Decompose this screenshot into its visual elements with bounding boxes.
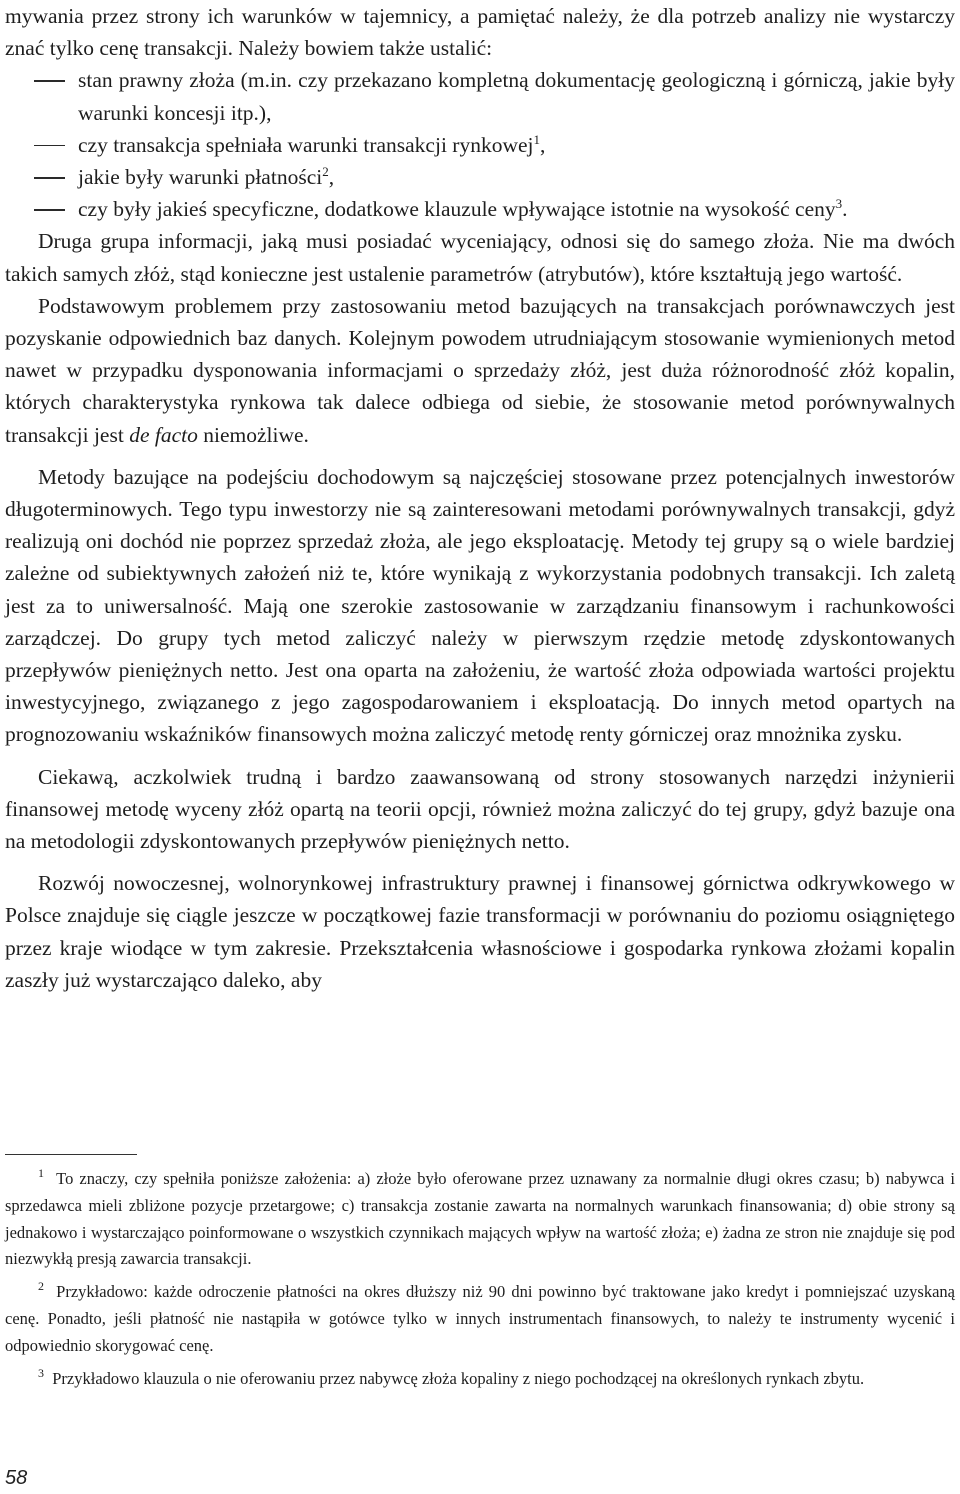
list-item bbox=[5, 64, 955, 128]
list-item bbox=[5, 193, 955, 225]
footnote bbox=[5, 1166, 955, 1273]
page-body bbox=[5, 0, 955, 996]
paragraph-option-theory: Ciekawą, aczkolwiek trudną i bardzo zaawansowaną od strony stosowanych narzędzi inżynierii finansowej metodę wyceny złóż opartą na teorii opcji, również można zaliczyć do tej grupy, gdyż bazuje ona na metodologii zdyskontowanych przepływów pieniężnych netto. bbox=[5, 764, 955, 854]
list-item-text: czy transakcja spełniała warunki transakcji rynkowej bbox=[78, 132, 534, 157]
footnote-text: To znaczy, czy spełniła poniższe założenia: a) złoże było oferowane przez uznawany za normalnie długi okres czasu; b) nabywca i sprzedawca mieli zbliżone pozycje przetargowe; c) transakcja zostanie zawarta na normalnych warunkach finansowania; d) obie strony są jednakowo i wystarczająco poinformowane o wszystkich czynnikach mających wpływ na wartość złoża; e) żadna ze stron nie znajduje się pod niezwykłą presją zawarcia transakcji. bbox=[5, 1169, 955, 1269]
footnote bbox=[5, 1366, 955, 1393]
footnote-ref[interactable]: 1 bbox=[533, 131, 540, 147]
dash-marker bbox=[34, 209, 65, 211]
dash-marker bbox=[34, 145, 65, 147]
list-item-punct: , bbox=[540, 132, 546, 157]
footnote-divider bbox=[5, 1154, 137, 1155]
list-item-text: czy były jakieś specyficzne, dodatkowe klauzule wpływające istotnie na wysokość ceny bbox=[78, 197, 836, 222]
list-item-punct: . bbox=[842, 197, 848, 222]
footnote-text: Przykładowo klauzula o nie oferowaniu przez nabywcę złoża kopaliny z niego pochodzącej na określonych rynkach zbytu. bbox=[52, 1368, 865, 1388]
dash-marker bbox=[34, 80, 65, 82]
footnote-ref[interactable]: 3 bbox=[835, 196, 843, 212]
footnote-number: 1 bbox=[38, 1166, 44, 1180]
footnote-text: Przykładowo: każde odroczenie płatności na okres dłuższy niż 90 dni powinno być traktowane jako kredyt i pomniejszać uzyskaną cenę. Ponadto, jeśli płatność nie nastąpiła w gotówce tylko w innych instrumentach finansowych, to należy te instrumenty wycenić i odpowiednio skorygować cenę. bbox=[5, 1282, 955, 1355]
intro-paragraph: mywania przez strony ich warunków w tajemnicy, a pamiętać należy, że dla potrzeb analizy nie wystarczy znać tylko cenę transakcji. Należy bowiem także ustalić: bbox=[5, 4, 955, 61]
required-info-list bbox=[5, 64, 955, 225]
footnote-number: 3 bbox=[38, 1365, 44, 1380]
paragraph-comparative-methods bbox=[5, 290, 955, 451]
list-item bbox=[5, 129, 955, 161]
footnote bbox=[5, 1279, 955, 1359]
paragraph-income-methods: Metody bazujące na podejściu dochodowym są najczęściej stosowane przez potencjalnych inwestorów długoterminowych. Tego typu inwestorzy nie są zainteresowani metodami porównywalnych transakcji, gdyż realizują oni dochód nie poprzez sprzedaż złoża, ale jego eksploatację. Metody tej grupy są o wiele bardziej zależne od subiektywnych założeń niż te, które wynikają z wykorzystania podobnych transakcji. Ich zaletą jest za to uniwersalność. Mają one szerokie zastosowanie w zarządzaniu finansowym i rachunkowości zarządczej. Do grupy tych metod zaliczyć należy w pierwszym rzędzie metodę zdyskontowanych przepływów pieniężnych netto. Jest ona oparta na założeniu, że wartość złoża odpowiada wartości projektu inwestycyjnego, związanego z jego zagospodarowaniem i eksploatacją. Do innych metod opartych na prognozowaniu wskaźników finansowych można zaliczyć metodę renty górniczej oraz mnożnika zysku. bbox=[5, 464, 955, 747]
italic-term: de facto bbox=[129, 422, 198, 447]
footnote-ref[interactable]: 2 bbox=[322, 164, 329, 180]
paragraph-text: Podstawowym problemem przy zastosowaniu metod bazujących na transakcjach porównawczych jest pozyskanie odpowiednich baz danych. Kolejnym powodem utrudniającym stosowanie wymienionych metod nawet w przypadku dysponowania informacjami o sprzedaży złóż, jest duża różnorodność złóż kopalin, których charakterystyka rynkowa tak dalece odbiega od siebie, że stosowanie metod porównywalnych transakcji jest bbox=[5, 293, 955, 447]
paragraph-polish-mining: Rozwój nowoczesnej, wolnorynkowej infrastruktury prawnej i finansowej górnictwa odkrywkowego w Polsce znajduje się ciągle jeszcze w początkowej fazie transformacji w porównaniu do poziomu osiągniętego przez kraje wiodące w tym zakresie. Przekształcenia własnościowe i gospodarka rynkowa złożami kopalin zaszły już wystarczająco daleko, aby bbox=[5, 871, 955, 992]
list-item-text: stan prawny złoża (m.in. czy przekazano kompletną dokumentację geologiczną i górniczą, jakie były warunki koncesji itp.), bbox=[78, 68, 955, 125]
paragraph-information-groups: Druga grupa informacji, jaką musi posiadać wyceniający, odnosi się do samego złoża. Nie ma dwóch takich samych złóż, stąd konieczne jest ustalenie parametrów (atrybutów), które kształtują jego wartość. bbox=[5, 229, 955, 286]
paragraph-text: niemożliwe. bbox=[203, 422, 309, 447]
footnote-number: 2 bbox=[38, 1279, 44, 1294]
list-item-text: jakie były warunki płatności bbox=[78, 165, 323, 190]
list-item-punct: , bbox=[328, 165, 335, 190]
dash-marker bbox=[34, 177, 65, 179]
list-item bbox=[5, 161, 955, 193]
footnotes bbox=[5, 1166, 955, 1398]
page-number: 58 bbox=[5, 1467, 28, 1489]
